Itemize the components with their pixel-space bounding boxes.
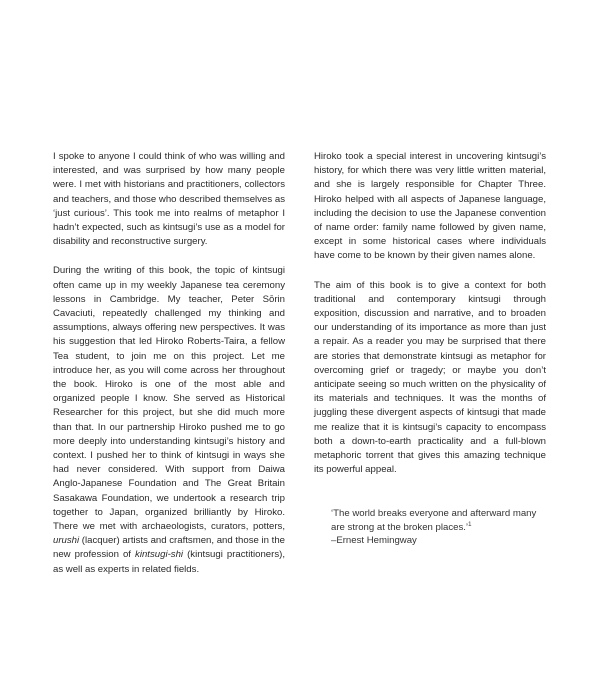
quote-text-line (331, 507, 546, 534)
left-column (53, 150, 285, 592)
paragraph: Hiroko took a special interest in uncovering kintsugi’s history, for which there was very little written material, and she is largely responsible for Chapter Three. Hiroko helped with all aspects of Japanese language, including the decision to use the Japanese convention of name order: family name followed by given name, except in some historical cases where individuals have come to be known by their given names alone. (314, 151, 546, 262)
paragraph: The aim of this book is to give a context for both traditional and contemporary kintsugi through exposition, discussion and narrative, and to broaden our understanding of its importance as more than just a repair. As a reader you may be surprised that there are stories that demonstrate kintsugi as metaphor for overcoming grief or tragedy; or maybe you don’t anticipate seeing so much written on the physicality of its materials and techniques. It was the months of juggling these divergent aspects of kintsugi that made me realize that it is kintsugi’s capacity to encompass both a down-to-earth practicality and a full-blown metaphoric torrent that gives this amazing technique its powerful appeal. (314, 279, 546, 476)
paragraph-text: During the writing of this book, the topic of kintsugi often came up in my weekly Japanese tea ceremony lessons in Cambridge. My teacher, Peter Sōrin Cavaciuti, repeatedly challenged my thinking and assumptions, always offering new perspectives. It was his suggestion that led Hiroko Roberts-Taira, a fellow Tea student, to join me on this project. Let me introduce her, as you will come across her throughout the book. Hiroko is one of the most able and organized people I know. She served as Historical Researcher for this project, but she did much more than that. In our partnership Hiroko pushed me to go more deeply into understanding kintsugi’s history and context. I pushed her to think of kintsugi in ways she had never considered. With support from Daiwa Anglo-Japanese Foundation and The Great Britain Sasakawa Foundation, we undertook a research trip together to Japan, organized brilliantly by Hiroko. There we met with archaeologists, curators, potters, (53, 265, 285, 533)
paragraph-text: (kintsugi practitioners), as well as experts in related fields. (53, 549, 285, 575)
paragraph: I spoke to anyone I could think of who was willing and interested, and was surprised by how many people were. I met with historians and practitioners, collectors and teachers, and those who described themselves as ‘just curious’. This took me into realms of metaphor I hadn’t expected, such as kintsugi’s use as a model for disability and reconstructive surgery. (53, 151, 285, 248)
right-column (314, 150, 546, 492)
quote-text: ‘The world breaks everyone and afterward many are strong at the broken places.’ (331, 508, 537, 533)
paragraph-text: (lacquer) artists and craftsmen, and those in the new profession of (53, 535, 285, 561)
paragraph (53, 264, 285, 576)
italic-term: urushi (53, 535, 80, 547)
quote-attribution: –Ernest Hemingway (331, 535, 417, 546)
italic-term: kintsugi-shi (135, 549, 184, 561)
footnote-marker: 1 (468, 521, 472, 528)
epigraph-quote (331, 507, 546, 548)
